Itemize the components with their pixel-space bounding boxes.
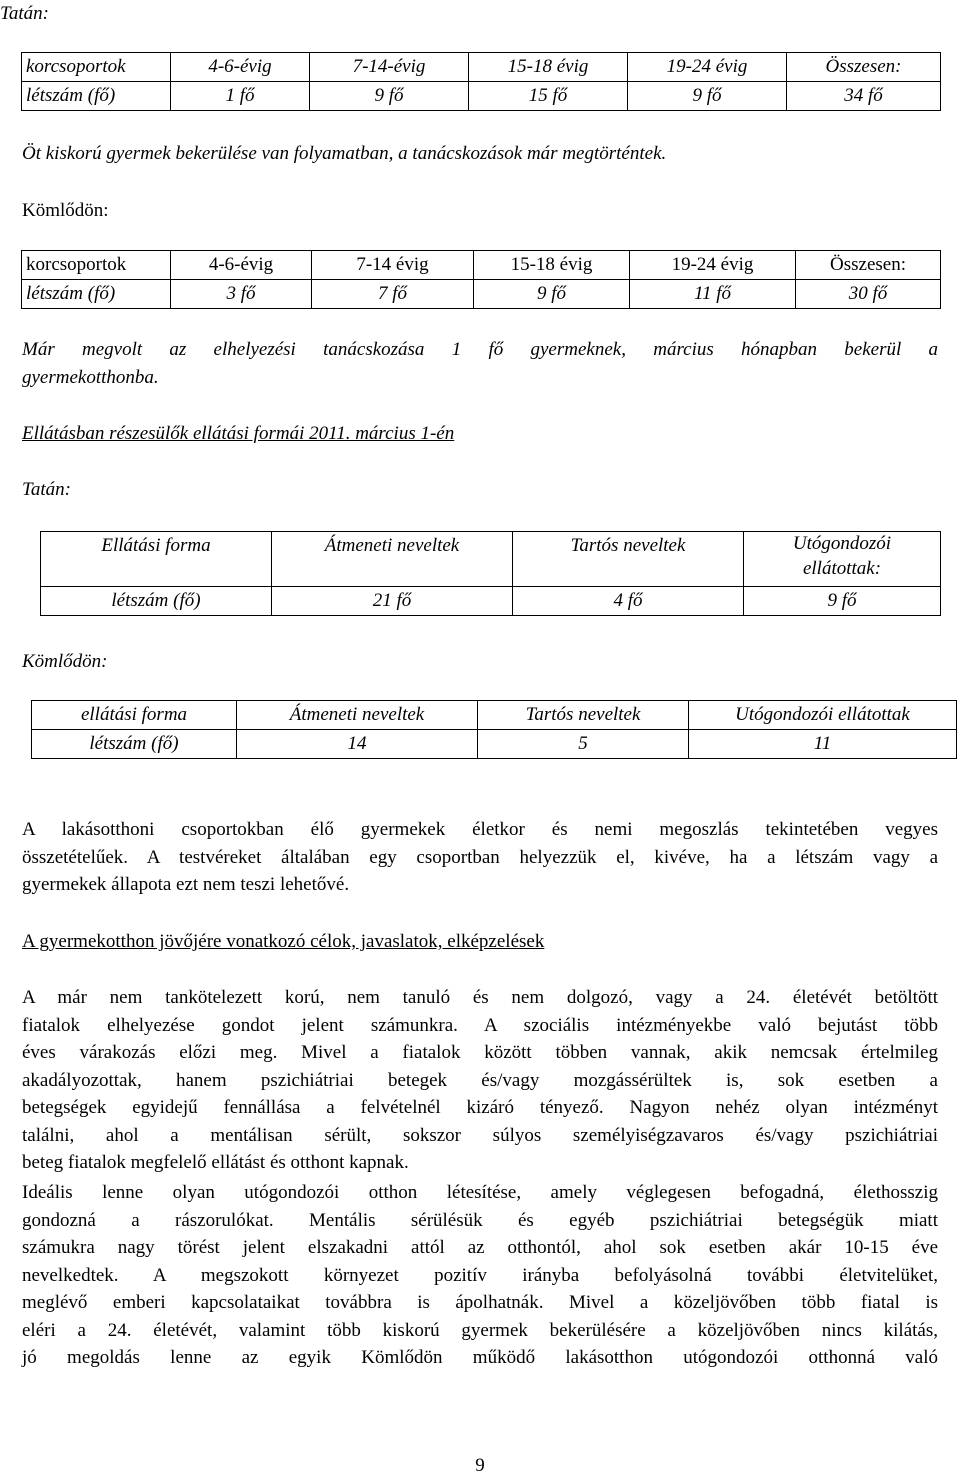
table-cell: ellátási forma xyxy=(32,701,237,730)
text-line: A már nem tankötelezett korú, nem tanuló és nem dolgozó, vagy a 24. életévét betöltött xyxy=(22,987,938,1008)
table-cell: 4 fő xyxy=(513,587,744,616)
table-cell: létszám (fő) xyxy=(22,280,171,309)
table-cell: 15 fő xyxy=(469,82,628,111)
paragraph-aftercare-home xyxy=(22,1179,938,1372)
age-group-table-tatan xyxy=(21,52,941,111)
cell-line: Utógondozói xyxy=(792,533,892,554)
table-cell: 30 fő xyxy=(796,280,941,309)
heading-komlod: Kömlődön: xyxy=(22,200,109,221)
age-group-table-komlod xyxy=(21,250,941,309)
table-cell: 15-18 évig xyxy=(474,251,630,280)
text-line: gyermekotthonba. xyxy=(22,366,159,388)
table-cell: 9 fő xyxy=(744,587,941,616)
text-line: gondozná a rászorulókat. Mentális sérülésük és egyéb pszichiátriai betegségük miatt xyxy=(22,1209,938,1231)
table-row xyxy=(32,730,957,759)
text-line: gyermekek állapota ezt nem teszi lehetővé. xyxy=(22,874,350,896)
table-header-row xyxy=(32,701,957,730)
heading-tatan: Tatán: xyxy=(22,479,71,500)
table-cell: 4-6-évig xyxy=(171,251,312,280)
care-form-table-komlod xyxy=(31,700,957,759)
table-cell: Tartós neveltek xyxy=(513,532,744,587)
table-header-row xyxy=(41,532,941,587)
text-line: beteg fiatalok megfelelő ellátást és otthont kapnak. xyxy=(22,1152,409,1174)
table-cell: Átmeneti neveltek xyxy=(237,701,478,730)
text-line: Már megvolt az elhelyezési tanácskozása 1 fő gyermeknek, március hónapban bekerül a xyxy=(22,339,938,360)
table-cell: Utógondozói ellátottak xyxy=(689,701,957,730)
table-cell: 7-14 évig xyxy=(312,251,474,280)
table-cell: 14 xyxy=(237,730,478,759)
table-row xyxy=(22,82,941,111)
table-row xyxy=(41,587,941,616)
table-header-row xyxy=(22,251,941,280)
table-cell xyxy=(744,532,941,587)
table-cell: 9 fő xyxy=(628,82,787,111)
table-cell: létszám (fő) xyxy=(22,82,171,111)
section-title-future-goals: A gyermekotthon jövőjére vonatkozó célok, javaslatok, elképzelések xyxy=(22,931,545,952)
text-line: betegségek egyidejű fennállása a felvételnél kizáró tényező. Nagyon nehéz olyan intézményt xyxy=(22,1097,938,1119)
section-title-care-forms: Ellátásban részesülők ellátási formái 2011. március 1-én xyxy=(22,423,455,444)
text-line: számukra nagy törést jelent elszakadni attól az otthontól, ahol sok esetben akár 10-15 éve xyxy=(22,1237,938,1259)
table-cell: 15-18 évig xyxy=(469,53,628,82)
care-form-table-tatan xyxy=(40,531,941,616)
table-cell: 9 fő xyxy=(310,82,469,111)
table-cell: korcsoportok xyxy=(22,251,171,280)
table-cell: 21 fő xyxy=(272,587,513,616)
heading-komlod: Kömlődön: xyxy=(22,651,108,672)
text-line: találni, ahol a mentálisan sérült, sokszor súlyos személyiségzavaros és/vagy pszichiátriai xyxy=(22,1124,938,1146)
table-cell: 4-6-évig xyxy=(171,53,310,82)
table-cell: létszám (fő) xyxy=(32,730,237,759)
text-line: összetételűek. A testvéreket általában egy csoportban helyezzük el, kivéve, ha a létszám vagy a xyxy=(22,846,938,868)
table-cell: Ellátási forma xyxy=(41,532,272,587)
table-cell: Összesen: xyxy=(787,53,941,82)
table-cell: 11 xyxy=(689,730,957,759)
table-cell: 7-14-évig xyxy=(310,53,469,82)
text-line: meglévő emberi kapcsolataikat továbbra is ápolhatnák. Mivel a közeljövőben több fiatal is xyxy=(22,1292,938,1314)
text-line: eléri a 24. életévét, valamint több kiskorú gyermek bekerülésére a közeljövőben nincs kilátás, xyxy=(22,1319,938,1341)
page-number: 9 xyxy=(475,1455,485,1476)
paragraph-placement-problems xyxy=(22,984,938,1177)
text-line: jó megoldás lenne az egyik Kömlődön működő lakásotthon utógondozói otthonná való xyxy=(22,1347,938,1369)
table-cell: 34 fő xyxy=(787,82,941,111)
table-cell: 7 fő xyxy=(312,280,474,309)
table-cell: Átmeneti neveltek xyxy=(272,532,513,587)
note-admission: Öt kiskorú gyermek bekerülése van folyamatban, a tanácskozások már megtörténtek. xyxy=(22,143,667,164)
table-cell: korcsoportok xyxy=(22,53,171,82)
table-cell: 5 xyxy=(478,730,689,759)
table-cell: 19-24 évig xyxy=(628,53,787,82)
table-cell: 19-24 évig xyxy=(630,251,796,280)
table-cell: 11 fő xyxy=(630,280,796,309)
text-line: akadályozottak, hanem pszichiátriai betegek és/vagy mozgássérültek is, sok esetben a xyxy=(22,1069,938,1091)
text-line: éves várakozás előzi meg. Mivel a fiatalok között többen vannak, akik nemcsak értelmileg xyxy=(22,1042,938,1064)
heading-tatan: Tatán: xyxy=(0,3,49,24)
table-cell: létszám (fő) xyxy=(41,587,272,616)
paragraph-group-composition xyxy=(22,816,938,899)
text-line: nevelkedtek. A megszokott környezet pozitív irányba befolyásolná további életvitelüket, xyxy=(22,1264,938,1286)
text-line: A lakásotthoni csoportokban élő gyermekek életkor és nemi megoszlás tekintetében vegyes xyxy=(22,819,938,840)
table-row xyxy=(22,280,941,309)
table-header-row xyxy=(22,53,941,82)
note-placement xyxy=(22,336,938,391)
table-cell: 1 fő xyxy=(171,82,310,111)
text-line: fiatalok elhelyezése gondot jelent számunkra. A szociális intézményekbe való bejutást több xyxy=(22,1014,938,1036)
cell-line: ellátottak: xyxy=(802,557,882,579)
text-line: Ideális lenne olyan utógondozói otthon létesítése, amely véglegesen befogadná, élethosszig xyxy=(22,1182,938,1203)
table-cell: 3 fő xyxy=(171,280,312,309)
table-cell: Tartós neveltek xyxy=(478,701,689,730)
table-cell: 9 fő xyxy=(474,280,630,309)
table-cell: Összesen: xyxy=(796,251,941,280)
